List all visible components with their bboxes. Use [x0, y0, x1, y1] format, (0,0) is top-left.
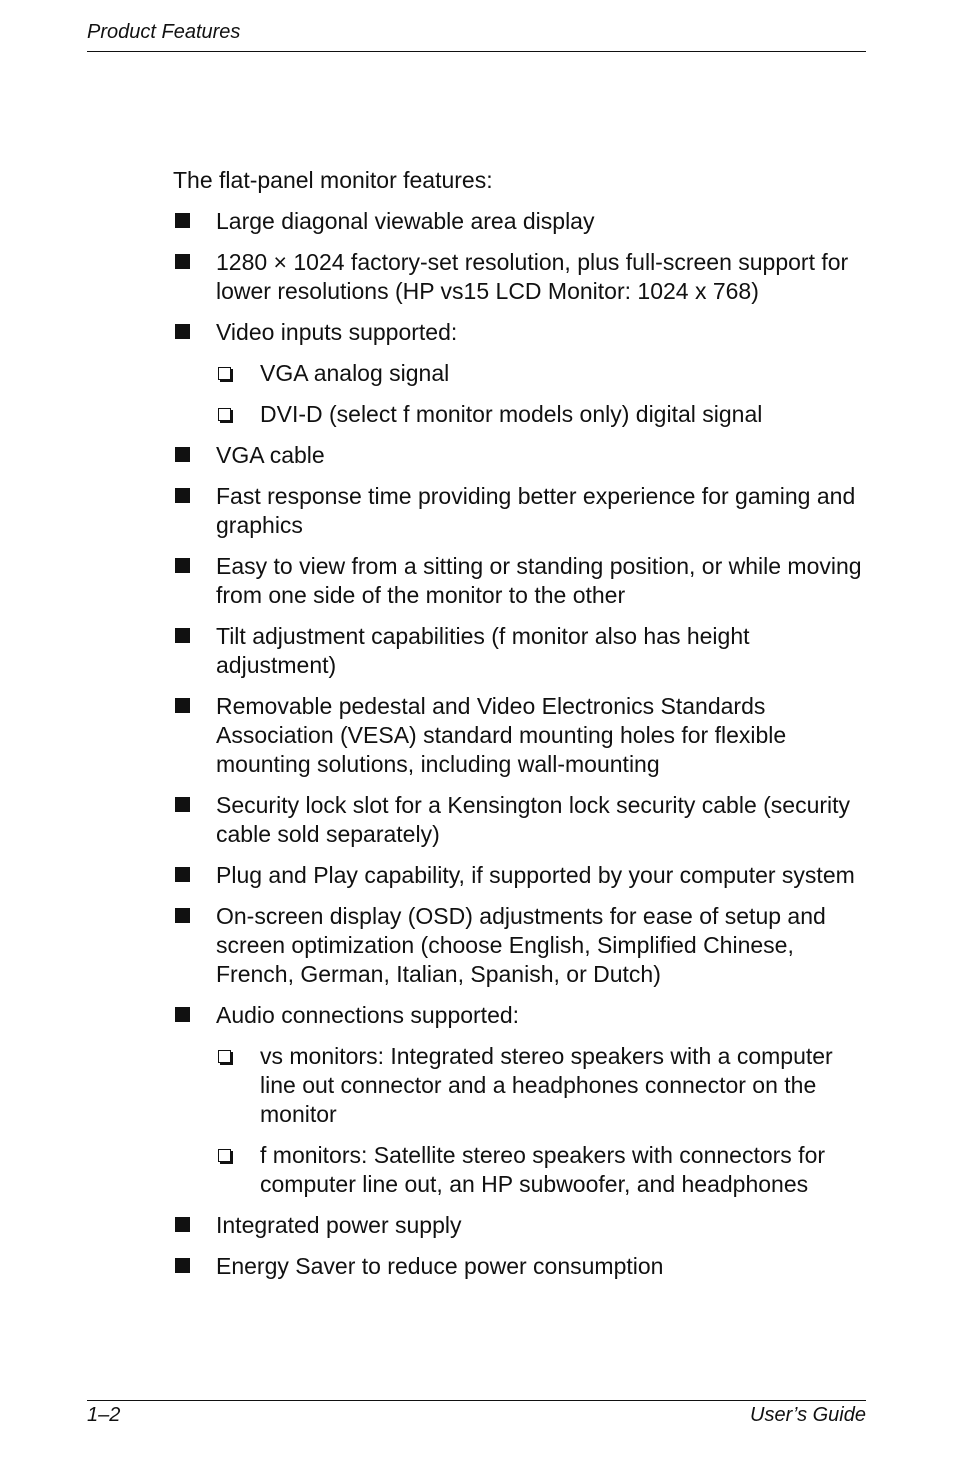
square-bullet-icon: [175, 1007, 190, 1022]
feature-text: Removable pedestal and Video Electronics Standards Association (VESA) standard mounting holes for flexible mounting solutions, including wall-mounting: [216, 693, 787, 777]
intro-text: The flat-panel monitor features:: [173, 167, 493, 193]
guide-title: User’s Guide: [750, 1404, 866, 1426]
feature-item: [173, 441, 873, 470]
box-bullet-icon: [218, 1050, 231, 1063]
feature-item: [173, 902, 873, 989]
feature-item: [173, 692, 873, 779]
feature-item: [173, 861, 873, 890]
square-bullet-icon: [175, 213, 190, 228]
feature-item: [173, 318, 873, 429]
feature-text: Plug and Play capability, if supported by your computer system: [216, 862, 855, 888]
feature-text: 1280 × 1024 factory-set resolution, plus full-screen support for lower resolutions (HP vs15 LCD Monitor: 1024 x 768): [216, 249, 849, 304]
box-bullet-icon: [218, 367, 231, 380]
square-bullet-icon: [175, 698, 190, 713]
box-bullet-icon: [218, 1149, 231, 1162]
feature-text: Tilt adjustment capabilities (f monitor also has height adjustment): [216, 623, 750, 678]
square-bullet-icon: [175, 908, 190, 923]
box-bullet-icon: [218, 408, 231, 421]
feature-item: [173, 622, 873, 680]
feature-subitem: [216, 400, 873, 429]
feature-subitem: [216, 1042, 873, 1129]
page-number: 1–2: [87, 1404, 121, 1426]
feature-list: [173, 207, 873, 1281]
feature-subtext: f monitors: Satellite stereo speakers with connectors for computer line out, an HP subwoofer, and headphones: [260, 1142, 826, 1197]
feature-item: [173, 482, 873, 540]
square-bullet-icon: [175, 867, 190, 882]
feature-subtext: DVI-D (select f monitor models only) digital signal: [260, 401, 763, 427]
square-bullet-icon: [175, 324, 190, 339]
section-title: Product Features: [87, 21, 241, 43]
feature-text: Audio connections supported:: [216, 1002, 520, 1028]
square-bullet-icon: [175, 447, 190, 462]
feature-item: [173, 1001, 873, 1199]
feature-text: Video inputs supported:: [216, 319, 458, 345]
feature-subitem: [216, 359, 873, 388]
feature-subtext: VGA analog signal: [260, 360, 450, 386]
square-bullet-icon: [175, 488, 190, 503]
feature-item: [173, 207, 873, 236]
square-bullet-icon: [175, 797, 190, 812]
square-bullet-icon: [175, 1217, 190, 1232]
main-content: [173, 166, 873, 1293]
square-bullet-icon: [175, 254, 190, 269]
feature-text: Easy to view from a sitting or standing position, or while moving from one side of the monitor to the other: [216, 553, 862, 608]
feature-item: [173, 1252, 873, 1281]
page-header: [87, 18, 866, 52]
feature-subitem: [216, 1141, 873, 1199]
feature-sublist: [216, 359, 873, 429]
feature-text: Fast response time providing better experience for gaming and graphics: [216, 483, 856, 538]
feature-item: [173, 791, 873, 849]
square-bullet-icon: [175, 628, 190, 643]
feature-text: Energy Saver to reduce power consumption: [216, 1253, 664, 1279]
feature-text: Security lock slot for a Kensington lock security cable (security cable sold separately): [216, 792, 851, 847]
feature-subtext: vs monitors: Integrated stereo speakers with a computer line out connector and a headphones connector on the monitor: [260, 1043, 833, 1127]
feature-text: On-screen display (OSD) adjustments for ease of setup and screen optimization (choose English, Simplified Chinese, French, German, Italian, Spanish, or Dutch): [216, 903, 826, 987]
feature-item: [173, 248, 873, 306]
page-footer: [87, 1400, 866, 1426]
feature-text: Integrated power supply: [216, 1212, 462, 1238]
feature-item: [173, 552, 873, 610]
feature-text: Large diagonal viewable area display: [216, 208, 595, 234]
feature-sublist: [216, 1042, 873, 1199]
feature-text: VGA cable: [216, 442, 325, 468]
square-bullet-icon: [175, 1258, 190, 1273]
square-bullet-icon: [175, 558, 190, 573]
feature-item: [173, 1211, 873, 1240]
